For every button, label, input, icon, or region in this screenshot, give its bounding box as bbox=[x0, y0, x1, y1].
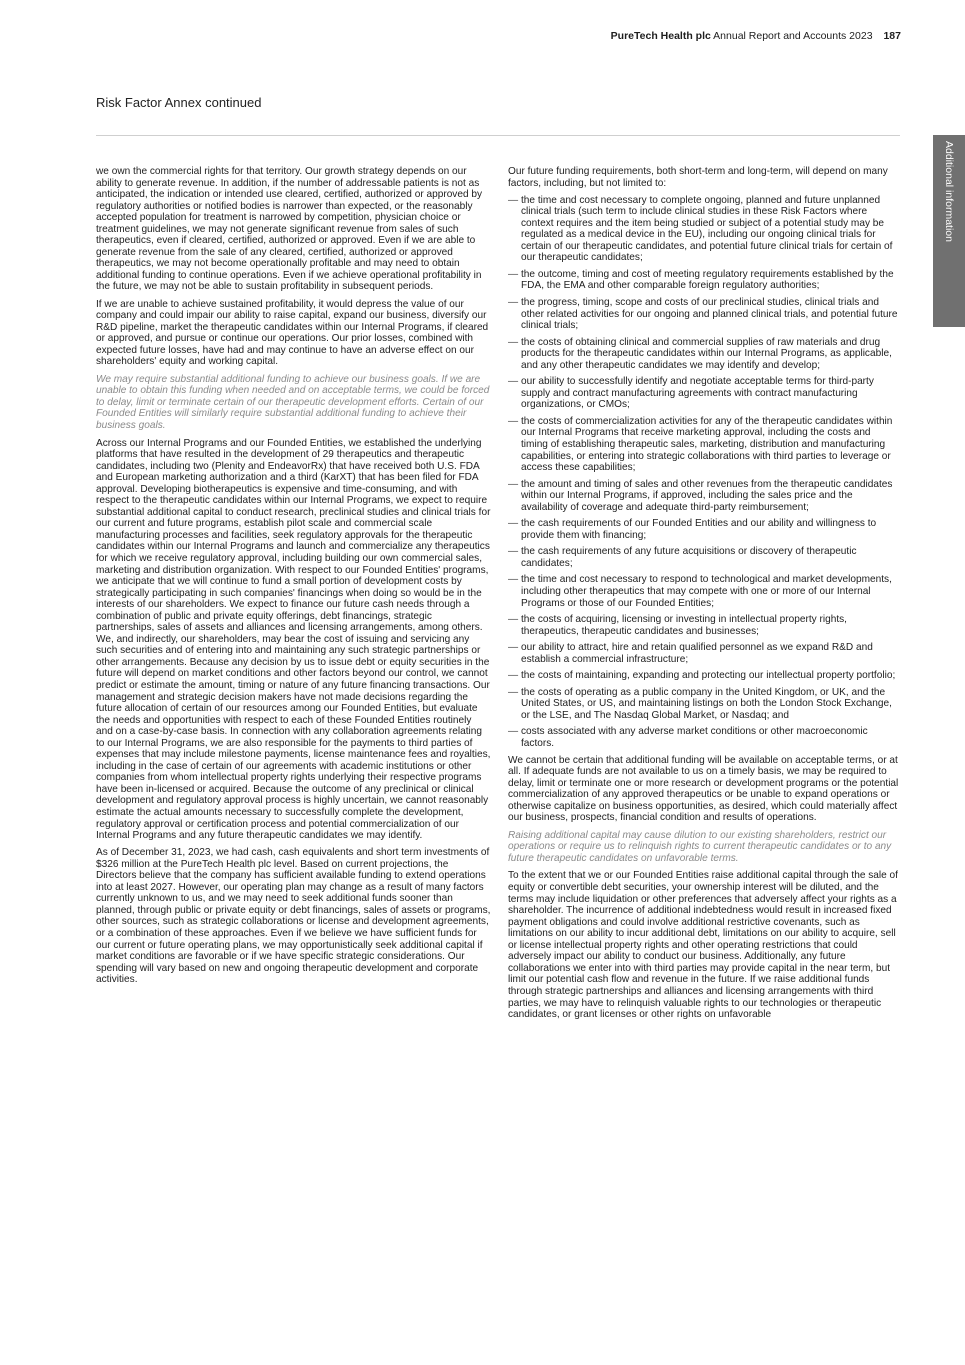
paragraph: Across our Internal Programs and our Founded Entities, we established the underlying platforms that have resulted in the development of 29 therapeutics and therapeutic candidates, including two (Plenity and EndeavorRx) that have received both U.S. FDA and European marketing authorization and a third (KarXT) that has been filed for FDA approval. Developing biotherapeutics is expensive and time-consuming, and with respect to the therapeutic candidates within our Internal Programs, we expect to require substantial additional capital to conduct research, preclinical studies and clinical trials for our current and future programs, establish pilot scale and commercial scale manufacturing processes and facilities, seek regulatory approvals for the therapeutic candidates within our Internal Programs and launch and commercialize any therapeutics for which we receive regulatory approval, including building our own commercial sales, marketing and distribution organization. With respect to our Founded Entities' programs, we anticipate that we will continue to fund a small portion of development costs by strategically participating in such companies' financings when doing so would be in the interests of our shareholders. We expect to finance our future cash needs through a combination of public and private equity offerings, debt financings, strategic partnerships, sales of assets and alliances and licensing arrangements, among others. We, and indirectly, our shareholders, may bear the cost of issuing and servicing any such securities and of entering into and maintaining any such strategic partnerships or other arrangements. Because any decision by us to issue debt or equity securities in the future will depend on market conditions and other factors beyond our control, we cannot predict or estimate the amount, timing or nature of any future financing transactions. Our management and strategic decision makers have not made decisions regarding the future allocation of certain of our resources among our Founded Entities, but evaluate the needs and opportunities with respect to each of these Founded Entities routinely and on a case-by-case basis. In connection with any collaboration agreements relating to our Internal Programs, we are also responsible for the payments to third parties of expenses that may include milestone payments, license maintenance fees and royalties, including in the case of certain of our agreements with academic institutions or other companies from whom intellectual property rights underlying their respective programs have been in-licensed or acquired. Because the outcome of any preclinical or clinical development and regulatory approval process is highly uncertain, we cannot reasonably estimate the actual amounts necessary to successfully complete the development, regulatory approval or certification process and potential commercialization of our Internal Programs and any future therapeutic candidates we may identify. bbox=[96, 437, 491, 842]
funding-factors-list bbox=[508, 195, 900, 750]
list-item: — the cash requirements of our Founded Entities and our ability and willingness to provide them with financing; bbox=[508, 518, 900, 541]
paragraph: To the extent that we or our Founded Entities raise additional capital through the sale of equity or convertible debt securities, your ownership interest will be diluted, and the terms may include liquidation or other preferences that adversely affect your rights as a shareholder. The incurrence of additional indebtedness would result in increased fixed payment obligations and could involve additional restrictive covenants, such as limitations on our ability to incur additional debt, limitations on our ability to acquire, sell or license intellectual property rights and other operating restrictions that could adversely impact our ability to conduct our business. Additionally, any future collaborations we enter into with third parties may provide capital in the near term, but limit our potential cash flow and revenue in the future. If we raise additional funds through strategic partnerships and alliances and licensing arrangements with third parties, we may have to relinquish valuable rights to our technologies or therapeutic candidates, or grant licenses or other rights on unfavorable bbox=[508, 870, 898, 1021]
side-tab[interactable] bbox=[933, 135, 965, 327]
header-divider bbox=[96, 135, 900, 136]
company-name: PureTech Health plc bbox=[610, 30, 711, 42]
list-item: — the time and cost necessary to respond to technological and market developments, including other therapeutics that may compete with one or more of our Internal Programs or those of our Founded Entities; bbox=[508, 574, 900, 609]
paragraph: Our future funding requirements, both short-term and long-term, will depend on many factors, including, but not limited to: bbox=[508, 166, 888, 189]
list-item: — the costs of maintaining, expanding and protecting our intellectual property portfolio; bbox=[508, 670, 900, 682]
list-item: — the costs of operating as a public company in the United Kingdom, or UK, and the United States, or US, and maintaining listings on both the London Stock Exchange, or the LSE, and The Nasdaq Global Market, or Nasdaq; and bbox=[508, 687, 900, 722]
list-item: — the amount and timing of sales and other revenues from the therapeutic candidates within our Internal Programs, if approved, including the sales price and the availability of coverage and adequate third-party reimbursement; bbox=[508, 479, 900, 514]
list-item: — the costs of obtaining clinical and commercial supplies of raw materials and drug products for the therapeutic candidates within our Internal Programs, as applicable, and any other therapeutic candidates we may identify and develop; bbox=[508, 337, 900, 372]
side-tab-label: Additional information bbox=[943, 141, 955, 242]
list-item: — the cash requirements of any future acquisitions or discovery of therapeutic candidates; bbox=[508, 546, 900, 569]
risk-heading: Raising additional capital may cause dilution to our existing shareholders, restrict our operations or require us to relinquish rights to current therapeutic candidates or to any future therapeutic candidates on unfavorable terms. bbox=[508, 829, 892, 864]
list-item: — our ability to successfully identify and negotiate acceptable terms for third-party supply and contract manufacturing agreements with contract manufacturing organizations, or CMOs; bbox=[508, 376, 900, 411]
list-item: — the costs of commercialization activities for any of the therapeutic candidates within our Internal Programs that receive marketing approval, including the costs and timing of establishing therapeutic sales, marketing, distribution and manufacturing capabilities, or entering into strategic collaborations with third parties to leverage or access these capabilities; bbox=[508, 416, 900, 474]
list-item: — the costs of acquiring, licensing or investing in intellectual property rights, therapeutics, therapeutic candidates and businesses; bbox=[508, 614, 900, 637]
right-column bbox=[508, 166, 900, 1026]
paragraph: As of December 31, 2023, we had cash, cash equivalents and short term investments of $326 million at the PureTech Health plc level. Based on current projections, the Directors believe that the company has sufficient available funding to extend operations into at least 2027. However, our operating plan may change as a result of many factors currently unknown to us, and we may need to seek additional funds sooner than planned, through public or private equity or debt financings, sales of assets or programs, other sources, such as strategic collaborations or license and development agreements, or a combination of these approaches. Even if we believe we have sufficient funds for our current or future operating plans, we may opportunistically seek additional capital if market conditions are favorable or if we have specific strategic considerations. Our spending will vary based on new and ongoing therapeutic development and corporate activities. bbox=[96, 847, 491, 986]
section-title: Risk Factor Annex continued bbox=[96, 95, 262, 110]
paragraph: we own the commercial rights for that territory. Our growth strategy depends on our ability to generate revenue. In addition, if the number of addressable patients is not as anticipated, the indication or intended use cleared, certified, authorized or approved by regulatory authorities or notified bodies is narrower than expected, or the reasonably accepted population for treatment is narrowed by competition, physician choice or treatment guidelines, we may not generate significant revenue from sales of such therapeutics, even if cleared, certified, authorized or approved. Even if we are able to generate revenue from the sale of any cleared, certified, authorized or approved therapeutics, we may not become operationally profitable and may need to obtain additional funding to continue operations. Even if we achieve operational profitability in the future, we may not be able to sustain profitability in subsequent periods. bbox=[96, 166, 483, 293]
list-item: — the time and cost necessary to complete ongoing, planned and future unplanned clinical trials (such term to include clinical studies in these Risk Factors where context requires and the item being studied or subject of a potential study may be regulated as a medical device in the EU), including our ongoing clinical trials for certain of our therapeutic candidates, and potential future clinical trials for certain of our therapeutic candidates; bbox=[508, 195, 900, 264]
page-number: 187 bbox=[883, 30, 901, 42]
list-item: — the progress, timing, scope and costs of our preclinical studies, clinical trials and other related activities for our ongoing and planned clinical trials, and potential future clinical trials; bbox=[508, 297, 900, 332]
paragraph: We cannot be certain that additional funding will be available on acceptable terms, or at all. If adequate funds are not available to us on a timely basis, we may be required to delay, limit or terminate one or more research or development programs or the potential commercialization of any approved therapeutics or be unable to expand operations or otherwise capitalize on business opportunities, as desired, which could materially affect our business, prospects, financial condition and results of operations. bbox=[508, 754, 899, 824]
risk-heading: We may require substantial additional funding to achieve our business goals. If we are unable to obtain this funding when needed and on acceptable terms, we could be forced to delay, limit or terminate certain of our therapeutic development efforts. Certain of our Founded Entities will similarly require substantial additional funding to achieve their business goals. bbox=[96, 373, 490, 431]
page-header bbox=[611, 30, 901, 42]
report-title: Annual Report and Accounts 2023 bbox=[713, 30, 873, 42]
list-item: — the outcome, timing and cost of meeting regulatory requirements established by the FDA, the EMA and other comparable foreign regulatory authorities; bbox=[508, 269, 900, 292]
list-item: — costs associated with any adverse market conditions or other macroeconomic factors. bbox=[508, 726, 900, 749]
list-item: — our ability to attract, hire and retain qualified personnel as we expand R&D and establish a commercial infrastructure; bbox=[508, 642, 900, 665]
paragraph: If we are unable to achieve sustained profitability, it would depress the value of our company and could impair our ability to raise capital, expand our business, diversify our R&D pipeline, market the therapeutic candidates within our Internal Programs, if cleared or approved, and pursue or continue our operations. Our prior losses, combined with expected future losses, have had and may continue to have an adverse effect on our shareholders' equity and working capital. bbox=[96, 298, 489, 368]
left-column bbox=[96, 166, 491, 991]
